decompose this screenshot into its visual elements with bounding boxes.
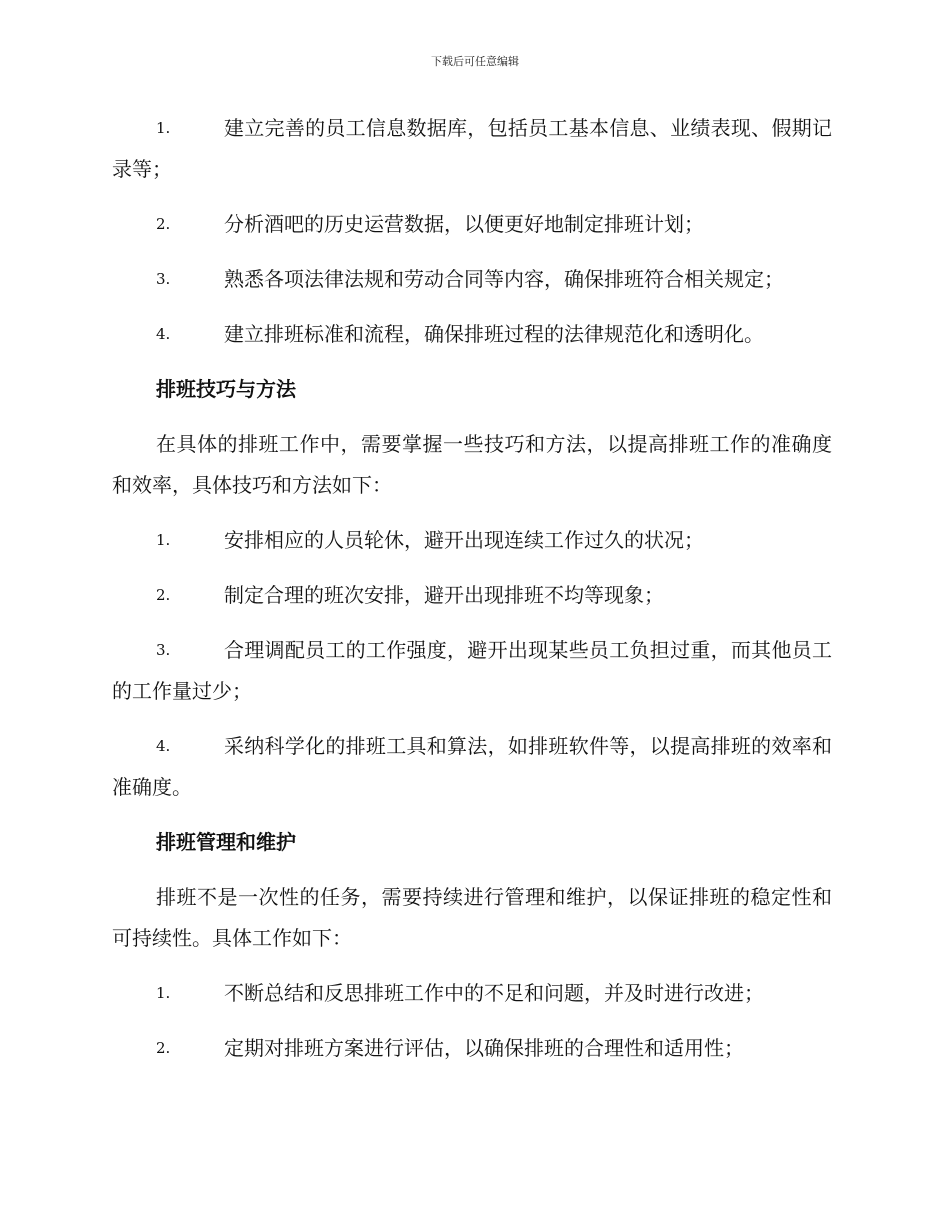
document-body [112,108,832,1083]
list-text: 制定合理的班次安排，避开出现排班不均等现象； [224,583,664,607]
list-number: 2. [156,1039,171,1057]
list-item [112,575,832,616]
list-text: 分析酒吧的历史运营数据，以便更好地制定排班计划； [224,212,704,236]
list-item [112,726,832,808]
list-text: 合理调配员工的工作强度，避开出现某些员工负担过重，而其他员工的工作量过少； [112,638,832,703]
list-item [112,630,832,712]
page-header: 下载后可任意编辑 [431,55,519,68]
list-number: 3. [156,641,171,659]
list-text: 采纳科学化的排班工具和算法，如排班软件等，以提高排班的效率和准确度。 [112,734,832,799]
list-number: 2. [156,586,171,604]
list-number: 4. [156,325,171,343]
list-text: 定期对排班方案进行评估，以确保排班的合理性和适用性； [224,1036,744,1060]
list-number: 4. [156,737,171,755]
list-text: 建立排班标准和流程，确保排班过程的法律规范化和透明化。 [224,322,764,346]
list-number: 3. [156,270,171,288]
section-intro-paragraph: 排班不是一次性的任务，需要持续进行管理和维护，以保证排班的稳定性和可持续性。具体工作如下： [112,885,832,950]
list-item [112,108,832,190]
list-item [112,314,832,355]
list-text: 建立完善的员工信息数据库，包括员工基本信息、业绩表现、假期记录等； [112,116,832,181]
list-text: 不断总结和反思排班工作中的不足和问题，并及时进行改进； [224,981,764,1005]
section-heading-scheduling-management: 排班管理和维护 [156,830,296,854]
list-item [112,1028,832,1069]
list-text: 熟悉各项法律法规和劳动合同等内容，确保排班符合相关规定； [224,267,784,291]
list-item [112,259,832,300]
list-number: 1. [156,531,171,549]
list-number: 1. [156,984,171,1002]
list-number: 1. [156,119,171,137]
list-text: 安排相应的人员轮休，避开出现连续工作过久的状况； [224,528,704,552]
section-heading-scheduling-techniques: 排班技巧与方法 [156,377,296,401]
list-item [112,973,832,1014]
section-intro-paragraph: 在具体的排班工作中，需要掌握一些技巧和方法，以提高排班工作的准确度和效率，具体技巧和方法如下： [112,432,832,497]
list-item [112,520,832,561]
list-item [112,204,832,245]
list-number: 2. [156,215,171,233]
